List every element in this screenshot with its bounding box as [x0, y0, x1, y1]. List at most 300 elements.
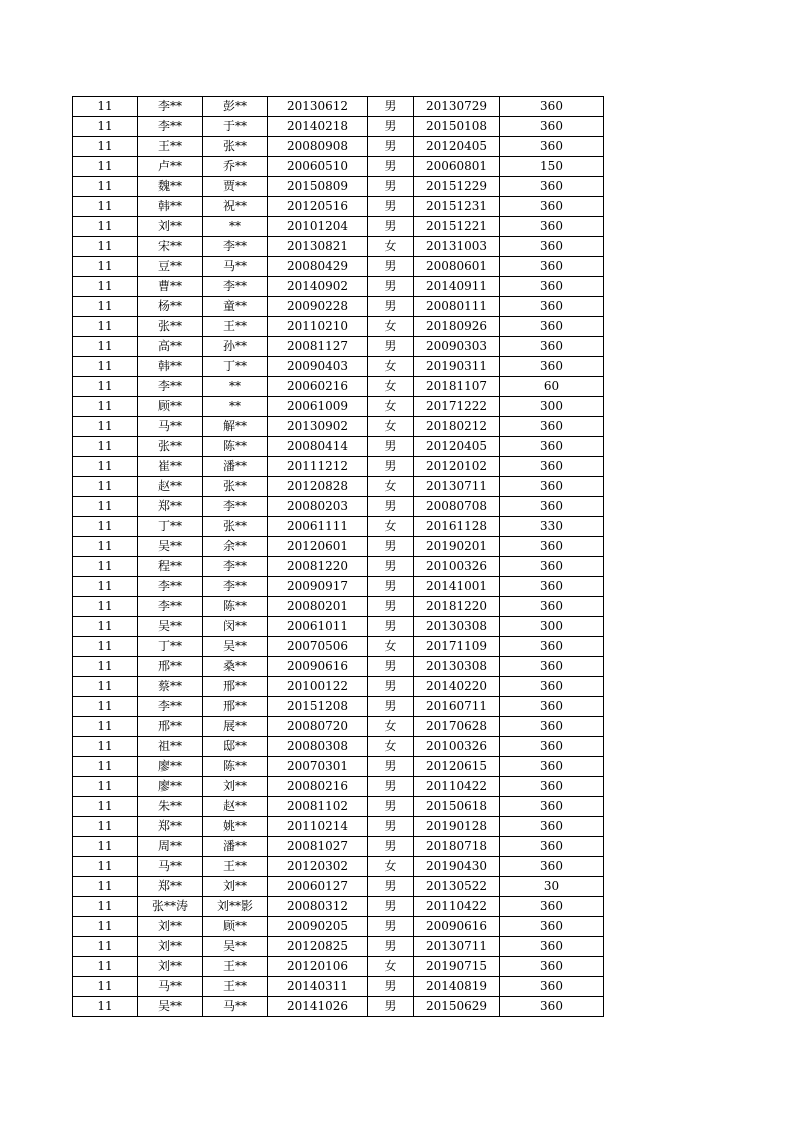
table-cell-col-amount: 360	[500, 537, 604, 557]
table-cell-col-name-a: 吴**	[138, 997, 203, 1017]
table-cell-col-amount: 300	[500, 397, 604, 417]
table-cell-col-amount: 360	[500, 957, 604, 977]
table-cell-col-gender: 男	[368, 137, 414, 157]
table-cell-col-date-b: 20110422	[414, 777, 500, 797]
table-row	[73, 177, 604, 197]
table-cell-col-amount: 360	[500, 977, 604, 997]
table-cell-col-date-a: 20090403	[268, 357, 368, 377]
table-cell-col-code: 11	[73, 957, 138, 977]
table-cell-col-code: 11	[73, 977, 138, 997]
table-cell-col-name-a: 李**	[138, 377, 203, 397]
table-row	[73, 837, 604, 857]
table-cell-col-date-b: 20140220	[414, 677, 500, 697]
table-cell-col-gender: 男	[368, 497, 414, 517]
table-row	[73, 917, 604, 937]
table-cell-col-gender: 男	[368, 657, 414, 677]
table-cell-col-date-b: 20161128	[414, 517, 500, 537]
table-cell-col-date-a: 20080203	[268, 497, 368, 517]
table-cell-col-date-a: 20090228	[268, 297, 368, 317]
table-cell-col-code: 11	[73, 577, 138, 597]
table-cell-col-date-b: 20090303	[414, 337, 500, 357]
table-cell-col-gender: 女	[368, 957, 414, 977]
table-cell-col-code: 11	[73, 617, 138, 637]
table-cell-col-date-b: 20181220	[414, 597, 500, 617]
table-row	[73, 857, 604, 877]
table-cell-col-name-a: 蔡**	[138, 677, 203, 697]
table-cell-col-name-a: 卢**	[138, 157, 203, 177]
table-cell-col-name-a: 郑**	[138, 877, 203, 897]
table-cell-col-gender: 男	[368, 297, 414, 317]
table-row	[73, 617, 604, 637]
table-cell-col-amount: 360	[500, 437, 604, 457]
table-cell-col-code: 11	[73, 797, 138, 817]
table-cell-col-code: 11	[73, 717, 138, 737]
table-cell-col-name-b: 刘**	[203, 777, 268, 797]
table-row	[73, 97, 604, 117]
table-cell-col-gender: 女	[368, 857, 414, 877]
table-cell-col-name-a: 马**	[138, 977, 203, 997]
table-cell-col-date-b: 20130308	[414, 617, 500, 637]
table-cell-col-amount: 360	[500, 237, 604, 257]
table-cell-col-date-b: 20151231	[414, 197, 500, 217]
table-cell-col-date-a: 20120302	[268, 857, 368, 877]
table-cell-col-gender: 男	[368, 157, 414, 177]
table-cell-col-gender: 男	[368, 697, 414, 717]
table-cell-col-gender: 男	[368, 557, 414, 577]
table-cell-col-name-a: 廖**	[138, 777, 203, 797]
table-cell-col-code: 11	[73, 357, 138, 377]
table-cell-col-name-a: 赵**	[138, 477, 203, 497]
table-cell-col-gender: 男	[368, 937, 414, 957]
table-cell-col-code: 11	[73, 297, 138, 317]
table-cell-col-name-b: **	[203, 217, 268, 237]
table-cell-col-date-a: 20140218	[268, 117, 368, 137]
table-cell-col-date-b: 20190128	[414, 817, 500, 837]
table-cell-col-amount: 330	[500, 517, 604, 537]
table-row	[73, 877, 604, 897]
table-row	[73, 897, 604, 917]
table-cell-col-amount: 360	[500, 217, 604, 237]
table-cell-col-gender: 男	[368, 837, 414, 857]
table-cell-col-amount: 300	[500, 617, 604, 637]
table-cell-col-date-b: 20190311	[414, 357, 500, 377]
table-cell-col-date-b: 20150618	[414, 797, 500, 817]
table-cell-col-amount: 360	[500, 697, 604, 717]
table-cell-col-amount: 360	[500, 897, 604, 917]
table-cell-col-code: 11	[73, 137, 138, 157]
table-row	[73, 757, 604, 777]
table-cell-col-amount: 360	[500, 317, 604, 337]
table-row	[73, 277, 604, 297]
table-cell-col-code: 11	[73, 837, 138, 857]
table-cell-col-name-a: 马**	[138, 857, 203, 877]
table-cell-col-name-a: 顾**	[138, 397, 203, 417]
table-cell-col-name-a: 吴**	[138, 537, 203, 557]
table-row	[73, 737, 604, 757]
table-cell-col-date-a: 20081127	[268, 337, 368, 357]
table-cell-col-date-b: 20140819	[414, 977, 500, 997]
table-cell-col-code: 11	[73, 197, 138, 217]
table-row	[73, 197, 604, 217]
table-cell-col-date-b: 20140911	[414, 277, 500, 297]
table-cell-col-amount: 360	[500, 937, 604, 957]
table-cell-col-name-a: 朱**	[138, 797, 203, 817]
table-row	[73, 297, 604, 317]
table-cell-col-name-a: 豆**	[138, 257, 203, 277]
table-cell-col-amount: 360	[500, 817, 604, 837]
table-cell-col-date-b: 20100326	[414, 737, 500, 757]
table-cell-col-gender: 男	[368, 897, 414, 917]
table-cell-col-amount: 360	[500, 737, 604, 757]
table-cell-col-name-b: 王**	[203, 957, 268, 977]
table-cell-col-date-b: 20170628	[414, 717, 500, 737]
table-cell-col-date-b: 20130522	[414, 877, 500, 897]
table-cell-col-amount: 360	[500, 857, 604, 877]
table-cell-col-gender: 女	[368, 377, 414, 397]
table-cell-col-date-b: 20130711	[414, 477, 500, 497]
table-row	[73, 997, 604, 1017]
table-cell-col-amount: 360	[500, 597, 604, 617]
table-cell-col-name-b: 陈**	[203, 757, 268, 777]
table-cell-col-name-a: 宋**	[138, 237, 203, 257]
table-cell-col-code: 11	[73, 277, 138, 297]
table-cell-col-amount: 360	[500, 757, 604, 777]
table-cell-col-name-b: 马**	[203, 997, 268, 1017]
table-cell-col-date-b: 20080601	[414, 257, 500, 277]
table-cell-col-name-b: 潘**	[203, 457, 268, 477]
table-cell-col-code: 11	[73, 937, 138, 957]
table-cell-col-name-b: 李**	[203, 277, 268, 297]
table-cell-col-date-a: 20130612	[268, 97, 368, 117]
table-cell-col-amount: 360	[500, 197, 604, 217]
table-cell-col-date-b: 20150629	[414, 997, 500, 1017]
table-cell-col-amount: 150	[500, 157, 604, 177]
table-cell-col-gender: 女	[368, 357, 414, 377]
table-cell-col-code: 11	[73, 677, 138, 697]
table-cell-col-code: 11	[73, 337, 138, 357]
table-cell-col-name-a: 李**	[138, 597, 203, 617]
table-row	[73, 717, 604, 737]
table-cell-col-name-a: 祖**	[138, 737, 203, 757]
table-cell-col-gender: 女	[368, 477, 414, 497]
table-cell-col-date-b: 20130308	[414, 657, 500, 677]
table-cell-col-name-a: 郑**	[138, 817, 203, 837]
table-row	[73, 937, 604, 957]
table-cell-col-code: 11	[73, 777, 138, 797]
table-cell-col-date-b: 20171109	[414, 637, 500, 657]
table-cell-col-name-a: 李**	[138, 577, 203, 597]
table-row	[73, 977, 604, 997]
table-cell-col-name-a: 刘**	[138, 217, 203, 237]
table-cell-col-date-b: 20060801	[414, 157, 500, 177]
table-cell-col-date-a: 20140311	[268, 977, 368, 997]
table-cell-col-date-a: 20080414	[268, 437, 368, 457]
table-cell-col-amount: 360	[500, 337, 604, 357]
table-cell-col-amount: 360	[500, 917, 604, 937]
table-cell-col-name-b: 余**	[203, 537, 268, 557]
table-cell-col-name-a: 周**	[138, 837, 203, 857]
table-cell-col-date-a: 20111212	[268, 457, 368, 477]
table-row	[73, 357, 604, 377]
table-cell-col-date-b: 20120615	[414, 757, 500, 777]
table-cell-col-gender: 男	[368, 577, 414, 597]
table-row	[73, 657, 604, 677]
table-cell-col-gender: 女	[368, 717, 414, 737]
table-cell-col-name-b: **	[203, 377, 268, 397]
table-row	[73, 237, 604, 257]
table-cell-col-name-b: 桑**	[203, 657, 268, 677]
table-row	[73, 957, 604, 977]
table-cell-col-code: 11	[73, 877, 138, 897]
table-cell-col-name-b: 于**	[203, 117, 268, 137]
table-row	[73, 697, 604, 717]
table-cell-col-code: 11	[73, 517, 138, 537]
table-cell-col-date-b: 20080708	[414, 497, 500, 517]
table-cell-col-code: 11	[73, 857, 138, 877]
table-cell-col-date-a: 20130902	[268, 417, 368, 437]
table-cell-col-amount: 360	[500, 997, 604, 1017]
table-cell-col-gender: 男	[368, 97, 414, 117]
table-cell-col-date-b: 20180212	[414, 417, 500, 437]
table-row	[73, 417, 604, 437]
table-cell-col-gender: 男	[368, 457, 414, 477]
table-cell-col-name-b: 李**	[203, 497, 268, 517]
table-cell-col-date-a: 20101204	[268, 217, 368, 237]
table-cell-col-code: 11	[73, 317, 138, 337]
table-cell-col-gender: 男	[368, 437, 414, 457]
table-cell-col-code: 11	[73, 497, 138, 517]
table-cell-col-name-b: 乔**	[203, 157, 268, 177]
table-cell-col-date-b: 20150108	[414, 117, 500, 137]
table-cell-col-code: 11	[73, 697, 138, 717]
table-cell-col-date-b: 20130729	[414, 97, 500, 117]
table-cell-col-gender: 男	[368, 797, 414, 817]
table-row	[73, 477, 604, 497]
table-cell-col-name-a: 崔**	[138, 457, 203, 477]
table-cell-col-name-b: 王**	[203, 857, 268, 877]
table-cell-col-name-b: 马**	[203, 257, 268, 277]
table-cell-col-date-b: 20190715	[414, 957, 500, 977]
table-cell-col-code: 11	[73, 377, 138, 397]
table-cell-col-name-b: 孙**	[203, 337, 268, 357]
table-cell-col-date-a: 20120601	[268, 537, 368, 557]
table-cell-col-date-a: 20060127	[268, 877, 368, 897]
table-cell-col-amount: 360	[500, 777, 604, 797]
table-cell-col-code: 11	[73, 437, 138, 457]
table-cell-col-gender: 男	[368, 917, 414, 937]
table-cell-col-date-a: 20081220	[268, 557, 368, 577]
table-row	[73, 557, 604, 577]
table-cell-col-amount: 360	[500, 117, 604, 137]
table-cell-col-amount: 360	[500, 557, 604, 577]
table-cell-col-name-b: 王**	[203, 317, 268, 337]
table-cell-col-name-b: 童**	[203, 297, 268, 317]
table-row	[73, 577, 604, 597]
table-cell-col-name-a: 高**	[138, 337, 203, 357]
table-cell-col-date-b: 20130711	[414, 937, 500, 957]
table-cell-col-amount: 360	[500, 637, 604, 657]
table-cell-col-date-b: 20181107	[414, 377, 500, 397]
table-cell-col-name-a: 韩**	[138, 357, 203, 377]
table-cell-col-amount: 60	[500, 377, 604, 397]
table-cell-col-name-b: 张**	[203, 137, 268, 157]
table-cell-col-gender: 男	[368, 197, 414, 217]
table-cell-col-date-a: 20141026	[268, 997, 368, 1017]
table-cell-col-date-b: 20190201	[414, 537, 500, 557]
table-cell-col-code: 11	[73, 737, 138, 757]
table-cell-col-amount: 360	[500, 137, 604, 157]
table-row	[73, 377, 604, 397]
table-cell-col-code: 11	[73, 417, 138, 437]
table-cell-col-date-a: 20130821	[268, 237, 368, 257]
table-cell-col-amount: 360	[500, 297, 604, 317]
table-cell-col-amount: 360	[500, 97, 604, 117]
table-cell-col-date-b: 20141001	[414, 577, 500, 597]
table-cell-col-name-a: 刘**	[138, 937, 203, 957]
table-cell-col-date-a: 20100122	[268, 677, 368, 697]
table-cell-col-date-b: 20151221	[414, 217, 500, 237]
table-cell-col-date-b: 20120102	[414, 457, 500, 477]
table-cell-col-code: 11	[73, 637, 138, 657]
table-cell-col-amount: 360	[500, 837, 604, 857]
table-cell-col-name-b: 邸**	[203, 737, 268, 757]
table-cell-col-amount: 360	[500, 717, 604, 737]
table-cell-col-name-b: 王**	[203, 977, 268, 997]
table-cell-col-date-b: 20080111	[414, 297, 500, 317]
table-cell-col-code: 11	[73, 177, 138, 197]
table-cell-col-gender: 女	[368, 517, 414, 537]
table-cell-col-date-a: 20090917	[268, 577, 368, 597]
table-cell-col-name-a: 魏**	[138, 177, 203, 197]
table-cell-col-date-b: 20120405	[414, 137, 500, 157]
table-cell-col-date-b: 20180718	[414, 837, 500, 857]
table-cell-col-gender: 女	[368, 417, 414, 437]
table-cell-col-date-a: 20110214	[268, 817, 368, 837]
table-cell-col-name-b: 贾**	[203, 177, 268, 197]
table-row	[73, 157, 604, 177]
table-cell-col-date-a: 20140902	[268, 277, 368, 297]
table-cell-col-name-a: 邢**	[138, 657, 203, 677]
table-row	[73, 137, 604, 157]
table-cell-col-code: 11	[73, 237, 138, 257]
table-cell-col-date-a: 20080908	[268, 137, 368, 157]
table-cell-col-date-b: 20131003	[414, 237, 500, 257]
table-cell-col-date-a: 20080429	[268, 257, 368, 277]
table-cell-col-name-a: 李**	[138, 97, 203, 117]
table-cell-col-date-a: 20090205	[268, 917, 368, 937]
table-cell-col-amount: 360	[500, 497, 604, 517]
table-row	[73, 337, 604, 357]
table-cell-col-name-b: 潘**	[203, 837, 268, 857]
table-cell-col-name-a: 马**	[138, 417, 203, 437]
table-cell-col-gender: 女	[368, 737, 414, 757]
table-cell-col-gender: 男	[368, 757, 414, 777]
table-cell-col-code: 11	[73, 457, 138, 477]
table-cell-col-name-a: 邢**	[138, 717, 203, 737]
table-row	[73, 217, 604, 237]
table-cell-col-gender: 男	[368, 817, 414, 837]
table-cell-col-name-a: 韩**	[138, 197, 203, 217]
table-cell-col-name-b: 陈**	[203, 597, 268, 617]
table-cell-col-name-b: **	[203, 397, 268, 417]
table-row	[73, 397, 604, 417]
table-cell-col-amount: 360	[500, 457, 604, 477]
table-cell-col-date-a: 20061011	[268, 617, 368, 637]
table-cell-col-name-b: 邢**	[203, 677, 268, 697]
table-cell-col-gender: 男	[368, 257, 414, 277]
table-row	[73, 317, 604, 337]
table-cell-col-name-b: 赵**	[203, 797, 268, 817]
table-row	[73, 517, 604, 537]
table-cell-col-name-b: 张**	[203, 517, 268, 537]
table-cell-col-amount: 360	[500, 577, 604, 597]
table-row	[73, 797, 604, 817]
table-cell-col-name-b: 顾**	[203, 917, 268, 937]
table-cell-col-date-a: 20150809	[268, 177, 368, 197]
table-cell-col-amount: 30	[500, 877, 604, 897]
table-cell-col-name-b: 刘**影	[203, 897, 268, 917]
table-cell-col-name-b: 李**	[203, 577, 268, 597]
table-row	[73, 597, 604, 617]
table-row	[73, 817, 604, 837]
table-cell-col-name-a: 郑**	[138, 497, 203, 517]
table-cell-col-code: 11	[73, 117, 138, 137]
table-cell-col-date-a: 20061111	[268, 517, 368, 537]
table-cell-col-name-b: 祝**	[203, 197, 268, 217]
table-cell-col-code: 11	[73, 397, 138, 417]
table-cell-col-name-a: 刘**	[138, 957, 203, 977]
table-cell-col-date-a: 20061009	[268, 397, 368, 417]
table-cell-col-name-a: 李**	[138, 117, 203, 137]
table-cell-col-gender: 男	[368, 117, 414, 137]
table-cell-col-name-b: 闵**	[203, 617, 268, 637]
table-cell-col-date-a: 20070506	[268, 637, 368, 657]
table-cell-col-date-a: 20120106	[268, 957, 368, 977]
table-body	[73, 97, 604, 1017]
table-cell-col-gender: 男	[368, 617, 414, 637]
table-cell-col-code: 11	[73, 657, 138, 677]
table-cell-col-name-b: 李**	[203, 557, 268, 577]
table-cell-col-date-b: 20190430	[414, 857, 500, 877]
table-cell-col-date-a: 20081102	[268, 797, 368, 817]
table-cell-col-date-a: 20081027	[268, 837, 368, 857]
table-cell-col-gender: 男	[368, 877, 414, 897]
table-cell-col-amount: 360	[500, 257, 604, 277]
table-cell-col-amount: 360	[500, 417, 604, 437]
table-cell-col-code: 11	[73, 477, 138, 497]
table-row	[73, 257, 604, 277]
table-row	[73, 637, 604, 657]
table-cell-col-name-b: 彭**	[203, 97, 268, 117]
table-cell-col-name-b: 吴**	[203, 637, 268, 657]
table-cell-col-code: 11	[73, 257, 138, 277]
table-cell-col-amount: 360	[500, 477, 604, 497]
table-cell-col-name-b: 张**	[203, 477, 268, 497]
table-cell-col-code: 11	[73, 217, 138, 237]
table-cell-col-date-a: 20120825	[268, 937, 368, 957]
table-cell-col-date-a: 20070301	[268, 757, 368, 777]
table-cell-col-name-a: 王**	[138, 137, 203, 157]
table-row	[73, 437, 604, 457]
table-cell-col-gender: 男	[368, 537, 414, 557]
table-cell-col-name-a: 廖**	[138, 757, 203, 777]
table-cell-col-amount: 360	[500, 677, 604, 697]
table-cell-col-date-b: 20151229	[414, 177, 500, 197]
table-cell-col-date-b: 20180926	[414, 317, 500, 337]
table-cell-col-code: 11	[73, 557, 138, 577]
table-cell-col-gender: 女	[368, 397, 414, 417]
table-cell-col-amount: 360	[500, 357, 604, 377]
